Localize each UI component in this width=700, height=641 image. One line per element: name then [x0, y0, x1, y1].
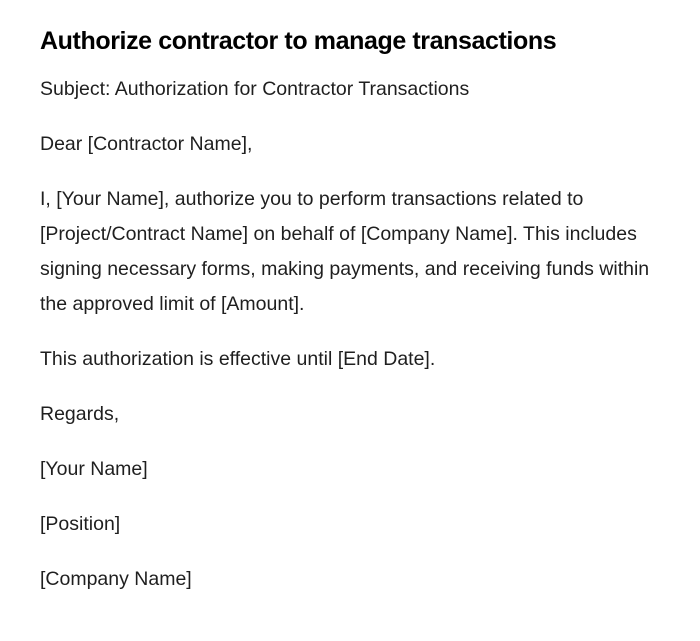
- signer-name: [Your Name]: [40, 458, 148, 480]
- signer-position: [Position]: [40, 513, 121, 535]
- closing: Regards,: [40, 403, 120, 425]
- document-title: Authorize contractor to manage transactions: [40, 27, 557, 55]
- body-paragraph: I, [Your Name], authorize you to perform transactions related to [Project/Contract Name] on behalf of [Company Name]. This includes signing necessary forms, making payments, and receiving funds within the approved limit of [Amount].: [40, 188, 650, 315]
- signer-company: [Company Name]: [40, 568, 192, 590]
- effective-date-line: This authorization is effective until [End Date].: [40, 348, 436, 370]
- letter-document: [40, 24, 660, 617]
- salutation: Dear [Contractor Name],: [40, 133, 253, 155]
- subject-line: Subject: Authorization for Contractor Transactions: [40, 78, 470, 100]
